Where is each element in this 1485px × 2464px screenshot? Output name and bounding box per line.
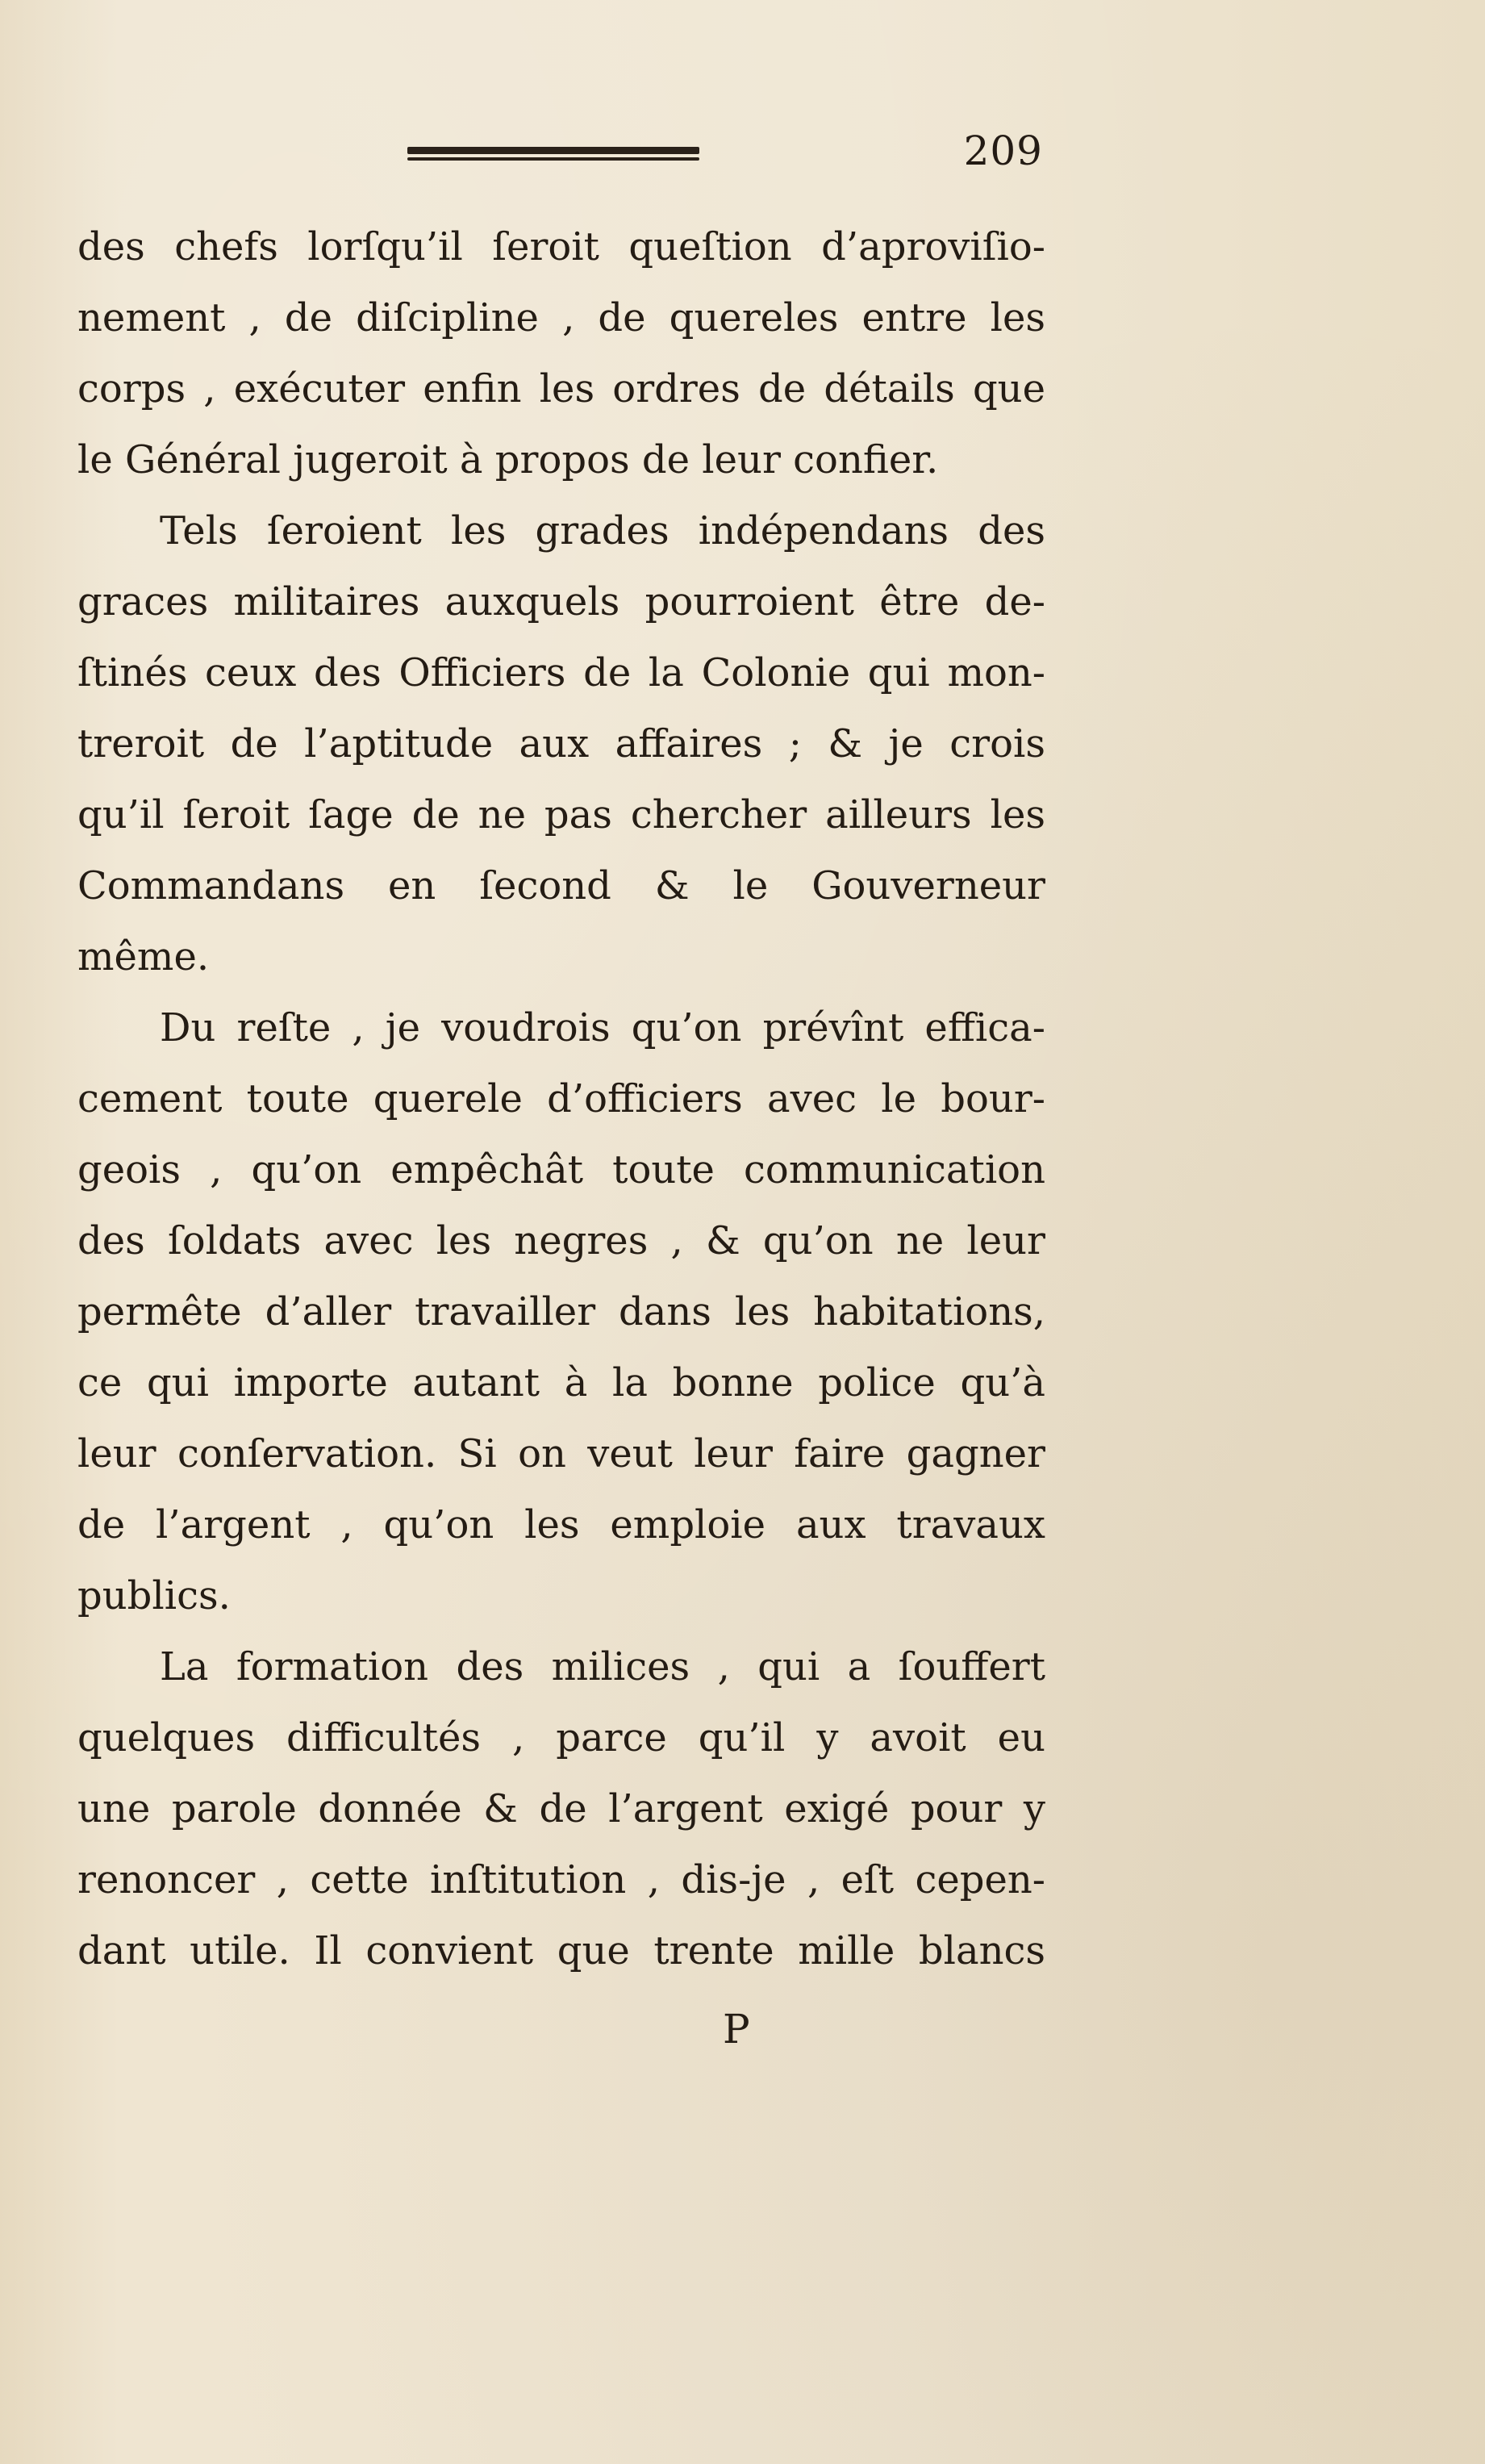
signature-mark: P — [723, 2006, 750, 2053]
text-line: dant utile. Il convient que trente mille blancs — [77, 1928, 1045, 1973]
text-line: qu’il ſeroit ſage de ne pas chercher ailleurs les — [77, 792, 1045, 837]
text-line: le Général jugeroit à propos de leur confier. — [77, 437, 939, 482]
text-line: nement , de diſcipline , de quereles entre les — [77, 295, 1045, 340]
header-rule-thick — [407, 147, 699, 154]
text-line: ſtinés ceux des Officiers de la Colonie qui mon- — [77, 650, 1045, 695]
body-text — [77, 211, 1045, 1986]
text-line: cement toute querele d’officiers avec le bour- — [77, 1076, 1045, 1121]
text-line: treroit de l’aptitude aux affaires ; & je crois — [77, 721, 1045, 766]
text-line: Du reſte , je voudrois qu’on prévînt effica- — [160, 1005, 1045, 1050]
text-line: La formation des milices , qui a ſouffert — [160, 1644, 1045, 1689]
text-line: des ſoldats avec les negres , & qu’on ne leur — [77, 1218, 1045, 1263]
text-line: leur conſervation. Si on veut leur faire gagner — [77, 1431, 1045, 1476]
text-line: permête d’aller travailler dans les habitations, — [77, 1289, 1045, 1334]
text-line: ce qui importe autant à la bonne police qu’à — [77, 1360, 1045, 1405]
text-line: des chefs lorſqu’il ſeroit queſtion d’aproviſio- — [77, 224, 1045, 269]
page-number: 209 — [963, 127, 1043, 174]
text-line: même. — [77, 934, 210, 979]
text-line: Commandans en ſecond & le Gouverneur — [77, 863, 1045, 908]
header-rule — [407, 147, 699, 163]
text-line: corps , exécuter enfin les ordres de détails que — [77, 366, 1045, 411]
text-line: renoncer , cette inſtitution , dis-je , eſt cepen- — [77, 1857, 1045, 1902]
text-line: quelques difficultés , parce qu’il y avoit eu — [77, 1715, 1045, 1760]
text-line: Tels ſeroient les grades indépendans des — [160, 508, 1045, 553]
text-line: geois , qu’on empêchât toute communication — [77, 1147, 1045, 1192]
text-line: de l’argent , qu’on les emploie aux travaux — [77, 1502, 1045, 1547]
text-line: publics. — [77, 1573, 231, 1618]
text-line: graces militaires auxquels pourroient être de- — [77, 579, 1045, 624]
text-line: une parole donnée & de l’argent exigé pour y — [77, 1786, 1045, 1831]
header-rule-thin — [407, 157, 699, 161]
